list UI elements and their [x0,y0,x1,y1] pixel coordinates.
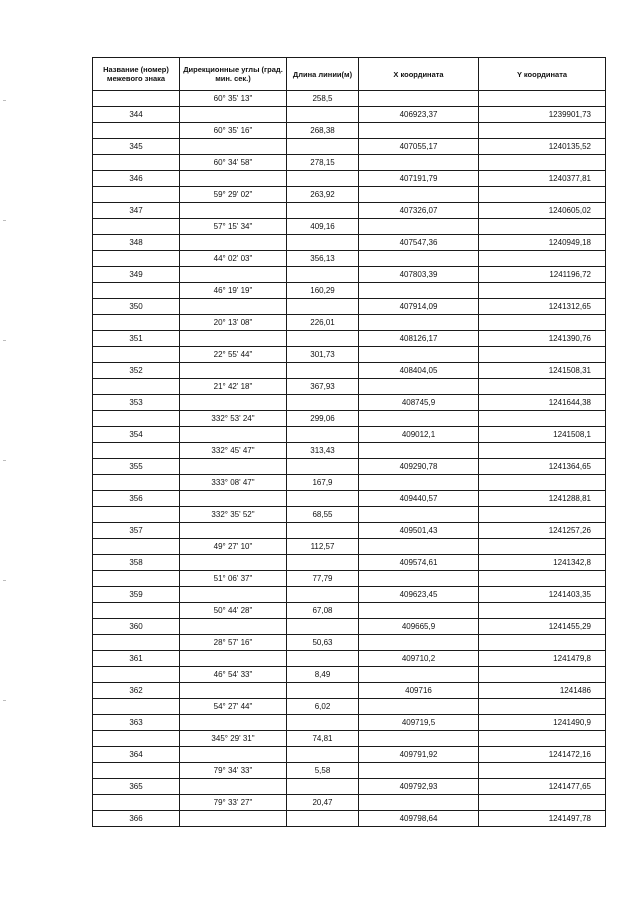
line-length-cell: 160,29 [287,283,359,299]
line-length-cell: 409,16 [287,219,359,235]
y-coordinate-cell [479,667,606,683]
y-coordinate-cell [479,315,606,331]
x-coordinate-cell [359,123,479,139]
line-length-cell: 77,79 [287,571,359,587]
point-row [93,683,606,699]
y-coordinate-cell: 1241390,76 [479,331,606,347]
direction-angle-cell: 46° 19' 19" [180,283,287,299]
point-row [93,171,606,187]
point-row [93,299,606,315]
x-coordinate-cell [359,283,479,299]
direction-angle-cell: 22° 55' 44" [180,347,287,363]
y-coordinate-cell: 1241257,26 [479,523,606,539]
point-row [93,331,606,347]
x-coordinate-cell: 409290,78 [359,459,479,475]
point-name-cell: 359 [93,587,180,603]
x-coordinate-cell [359,667,479,683]
direction-angle-cell [180,491,287,507]
x-coordinate-cell [359,731,479,747]
point-name-cell: 355 [93,459,180,475]
segment-row [93,283,606,299]
point-name-cell: 345 [93,139,180,155]
direction-angle-cell: 44° 02' 03" [180,251,287,267]
point-name-cell: 348 [93,235,180,251]
line-length-cell [287,491,359,507]
point-name-cell: 347 [93,203,180,219]
y-coordinate-cell: 1241486 [479,683,606,699]
line-length-cell [287,235,359,251]
x-coordinate-cell: 409440,57 [359,491,479,507]
point-name-cell [93,283,180,299]
direction-angle-cell: 49° 27' 10" [180,539,287,555]
point-name-cell [93,91,180,107]
direction-angle-cell [180,203,287,219]
point-name-cell [93,123,180,139]
segment-row [93,731,606,747]
point-name-cell [93,507,180,523]
y-coordinate-cell: 1241479,8 [479,651,606,667]
point-name-cell: 349 [93,267,180,283]
x-coordinate-cell: 409798,64 [359,811,479,827]
segment-row [93,699,606,715]
x-coordinate-cell [359,475,479,491]
y-coordinate-cell [479,699,606,715]
point-name-cell [93,795,180,811]
x-coordinate-cell [359,507,479,523]
point-name-cell: 364 [93,747,180,763]
y-coordinate-cell [479,411,606,427]
direction-angle-cell [180,395,287,411]
x-coordinate-cell: 408745,9 [359,395,479,411]
direction-angle-cell: 79° 34' 33" [180,763,287,779]
y-coordinate-cell [479,507,606,523]
point-name-cell: 362 [93,683,180,699]
header-point-name: Название (номер) межевого знака [93,58,180,91]
segment-row [93,219,606,235]
segment-row [93,443,606,459]
y-coordinate-cell [479,539,606,555]
x-coordinate-cell: 407914,09 [359,299,479,315]
segment-row [93,187,606,203]
x-coordinate-cell: 406923,37 [359,107,479,123]
point-name-cell [93,635,180,651]
x-coordinate-cell [359,155,479,171]
point-name-cell [93,251,180,267]
y-coordinate-cell [479,379,606,395]
point-name-cell: 354 [93,427,180,443]
point-name-cell: 353 [93,395,180,411]
y-coordinate-cell [479,251,606,267]
direction-angle-cell: 60° 34' 58" [180,155,287,171]
y-coordinate-cell: 1241455,29 [479,619,606,635]
point-name-cell [93,219,180,235]
direction-angle-cell: 28° 57' 16" [180,635,287,651]
line-length-cell [287,523,359,539]
boundary-coordinates-table [92,57,606,827]
y-coordinate-cell [479,91,606,107]
line-length-cell [287,107,359,123]
point-row [93,139,606,155]
point-name-cell [93,731,180,747]
direction-angle-cell [180,299,287,315]
scan-margin-mark [3,100,6,101]
direction-angle-cell: 59° 29' 02" [180,187,287,203]
scan-margin-mark [3,580,6,581]
direction-angle-cell: 57° 15' 34" [180,219,287,235]
direction-angle-cell [180,459,287,475]
line-length-cell [287,331,359,347]
line-length-cell [287,459,359,475]
line-length-cell [287,395,359,411]
direction-angle-cell: 79° 33' 27" [180,795,287,811]
direction-angle-cell [180,555,287,571]
line-length-cell: 226,01 [287,315,359,331]
point-name-cell [93,667,180,683]
y-coordinate-cell [479,763,606,779]
direction-angle-cell [180,139,287,155]
direction-angle-cell: 50° 44' 28" [180,603,287,619]
x-coordinate-cell [359,219,479,235]
point-row [93,587,606,603]
point-row [93,459,606,475]
direction-angle-cell: 46° 54' 33" [180,667,287,683]
y-coordinate-cell [479,443,606,459]
y-coordinate-cell: 1239901,73 [479,107,606,123]
x-coordinate-cell: 407326,07 [359,203,479,219]
point-row [93,555,606,571]
line-length-cell [287,779,359,795]
point-row [93,235,606,251]
x-coordinate-cell [359,443,479,459]
point-name-cell [93,571,180,587]
y-coordinate-cell: 1240377,81 [479,171,606,187]
header-line-length: Длина линии(м) [287,58,359,91]
segment-row [93,347,606,363]
x-coordinate-cell: 409791,92 [359,747,479,763]
line-length-cell [287,555,359,571]
direction-angle-cell [180,619,287,635]
x-coordinate-cell [359,539,479,555]
y-coordinate-cell: 1241288,81 [479,491,606,507]
line-length-cell [287,651,359,667]
y-coordinate-cell: 1240135,52 [479,139,606,155]
line-length-cell [287,587,359,603]
x-coordinate-cell [359,763,479,779]
point-name-cell: 358 [93,555,180,571]
line-length-cell: 258,5 [287,91,359,107]
segment-row [93,379,606,395]
point-name-cell [93,699,180,715]
line-length-cell [287,363,359,379]
direction-angle-cell [180,779,287,795]
line-length-cell: 301,73 [287,347,359,363]
point-name-cell [93,315,180,331]
y-coordinate-cell [479,187,606,203]
direction-angle-cell: 332° 45' 47" [180,443,287,459]
point-row [93,491,606,507]
x-coordinate-cell: 407191,79 [359,171,479,187]
direction-angle-cell [180,427,287,443]
segment-row [93,411,606,427]
line-length-cell: 367,93 [287,379,359,395]
y-coordinate-cell: 1241490,9 [479,715,606,731]
point-name-cell [93,763,180,779]
x-coordinate-cell: 407547,36 [359,235,479,251]
y-coordinate-cell [479,731,606,747]
line-length-cell [287,299,359,315]
point-name-cell [93,603,180,619]
x-coordinate-cell [359,571,479,587]
direction-angle-cell [180,651,287,667]
y-coordinate-cell [479,283,606,299]
point-name-cell [93,411,180,427]
direction-angle-cell [180,811,287,827]
line-length-cell: 8,49 [287,667,359,683]
line-length-cell: 299,06 [287,411,359,427]
y-coordinate-cell: 1241477,65 [479,779,606,795]
y-coordinate-cell: 1241508,1 [479,427,606,443]
point-name-cell: 356 [93,491,180,507]
y-coordinate-cell: 1241472,16 [479,747,606,763]
x-coordinate-cell [359,315,479,331]
y-coordinate-cell: 1241403,35 [479,587,606,603]
x-coordinate-cell: 409710,2 [359,651,479,667]
point-row [93,363,606,379]
line-length-cell: 263,92 [287,187,359,203]
x-coordinate-cell [359,347,479,363]
line-length-cell [287,427,359,443]
y-coordinate-cell: 1241508,31 [479,363,606,379]
x-coordinate-cell: 409665,9 [359,619,479,635]
point-name-cell: 346 [93,171,180,187]
x-coordinate-cell: 409792,93 [359,779,479,795]
y-coordinate-cell: 1241644,38 [479,395,606,411]
line-length-cell [287,715,359,731]
y-coordinate-cell [479,347,606,363]
line-length-cell: 356,13 [287,251,359,267]
point-name-cell: 360 [93,619,180,635]
y-coordinate-cell [479,123,606,139]
segment-row [93,795,606,811]
x-coordinate-cell: 409012,1 [359,427,479,443]
direction-angle-cell: 333° 08' 47" [180,475,287,491]
point-name-cell: 361 [93,651,180,667]
x-coordinate-cell: 409719,5 [359,715,479,731]
table-body [93,91,606,827]
point-name-cell: 366 [93,811,180,827]
x-coordinate-cell [359,91,479,107]
x-coordinate-cell: 409623,45 [359,587,479,603]
point-name-cell [93,379,180,395]
segment-row [93,123,606,139]
y-coordinate-cell: 1240605,02 [479,203,606,219]
direction-angle-cell: 60° 35' 13" [180,91,287,107]
y-coordinate-cell [479,603,606,619]
direction-angle-cell: 21° 42' 18" [180,379,287,395]
segment-row [93,315,606,331]
segment-row [93,571,606,587]
line-length-cell: 20,47 [287,795,359,811]
direction-angle-cell: 54° 27' 44" [180,699,287,715]
point-name-cell [93,347,180,363]
point-row [93,651,606,667]
x-coordinate-cell [359,187,479,203]
line-length-cell [287,683,359,699]
segment-row [93,539,606,555]
x-coordinate-cell: 407055,17 [359,139,479,155]
x-coordinate-cell [359,795,479,811]
direction-angle-cell: 51° 06' 37" [180,571,287,587]
x-coordinate-cell: 408404,05 [359,363,479,379]
point-row [93,715,606,731]
direction-angle-cell [180,523,287,539]
direction-angle-cell [180,235,287,251]
point-row [93,523,606,539]
point-row [93,427,606,443]
x-coordinate-cell: 408126,17 [359,331,479,347]
point-name-cell: 351 [93,331,180,347]
point-name-cell: 352 [93,363,180,379]
line-length-cell [287,267,359,283]
x-coordinate-cell: 409501,43 [359,523,479,539]
line-length-cell: 67,08 [287,603,359,619]
point-name-cell [93,475,180,491]
segment-row [93,603,606,619]
segment-row [93,91,606,107]
direction-angle-cell: 20° 13' 08" [180,315,287,331]
x-coordinate-cell: 407803,39 [359,267,479,283]
line-length-cell [287,619,359,635]
line-length-cell [287,203,359,219]
y-coordinate-cell: 1241312,65 [479,299,606,315]
point-row [93,395,606,411]
point-row [93,811,606,827]
point-name-cell [93,187,180,203]
line-length-cell: 68,55 [287,507,359,523]
y-coordinate-cell: 1241497,78 [479,811,606,827]
point-name-cell: 363 [93,715,180,731]
segment-row [93,635,606,651]
direction-angle-cell: 345° 29' 31" [180,731,287,747]
scan-margin-mark [3,460,6,461]
x-coordinate-cell [359,411,479,427]
line-length-cell: 313,43 [287,443,359,459]
y-coordinate-cell: 1240949,18 [479,235,606,251]
line-length-cell [287,171,359,187]
point-row [93,779,606,795]
scan-margin-mark [3,700,6,701]
point-name-cell [93,539,180,555]
point-name-cell: 350 [93,299,180,315]
y-coordinate-cell: 1241364,65 [479,459,606,475]
direction-angle-cell: 332° 53' 24" [180,411,287,427]
point-row [93,107,606,123]
y-coordinate-cell [479,219,606,235]
direction-angle-cell [180,363,287,379]
direction-angle-cell: 332° 35' 52" [180,507,287,523]
line-length-cell [287,811,359,827]
segment-row [93,507,606,523]
x-coordinate-cell: 409574,61 [359,555,479,571]
direction-angle-cell [180,267,287,283]
segment-row [93,763,606,779]
segment-row [93,475,606,491]
direction-angle-cell: 60° 35' 16" [180,123,287,139]
y-coordinate-cell [479,155,606,171]
point-name-cell: 365 [93,779,180,795]
x-coordinate-cell: 409716 [359,683,479,699]
line-length-cell: 167,9 [287,475,359,491]
header-direction-angle: Дирекционные углы (град. мин. сек.) [180,58,287,91]
line-length-cell: 268,38 [287,123,359,139]
segment-row [93,251,606,267]
scan-margin-mark [3,220,6,221]
line-length-cell [287,139,359,155]
point-name-cell: 357 [93,523,180,539]
line-length-cell: 74,81 [287,731,359,747]
direction-angle-cell [180,715,287,731]
scan-margin-mark [3,340,6,341]
y-coordinate-cell [479,475,606,491]
direction-angle-cell [180,331,287,347]
line-length-cell: 5,58 [287,763,359,779]
direction-angle-cell [180,683,287,699]
y-coordinate-cell [479,635,606,651]
line-length-cell: 278,15 [287,155,359,171]
point-row [93,203,606,219]
y-coordinate-cell [479,795,606,811]
direction-angle-cell [180,107,287,123]
y-coordinate-cell [479,571,606,587]
y-coordinate-cell: 1241342,8 [479,555,606,571]
point-name-cell [93,443,180,459]
point-name-cell [93,155,180,171]
line-length-cell: 112,57 [287,539,359,555]
direction-angle-cell [180,171,287,187]
x-coordinate-cell [359,251,479,267]
direction-angle-cell [180,747,287,763]
point-row [93,747,606,763]
x-coordinate-cell [359,603,479,619]
point-name-cell: 344 [93,107,180,123]
header-x-coordinate: X координата [359,58,479,91]
line-length-cell [287,747,359,763]
segment-row [93,155,606,171]
header-y-coordinate: Y координата [479,58,606,91]
x-coordinate-cell [359,635,479,651]
line-length-cell: 50,63 [287,635,359,651]
point-row [93,267,606,283]
x-coordinate-cell [359,379,479,395]
segment-row [93,667,606,683]
table-header-row [93,58,606,91]
x-coordinate-cell [359,699,479,715]
point-row [93,619,606,635]
direction-angle-cell [180,587,287,603]
line-length-cell: 6,02 [287,699,359,715]
y-coordinate-cell: 1241196,72 [479,267,606,283]
